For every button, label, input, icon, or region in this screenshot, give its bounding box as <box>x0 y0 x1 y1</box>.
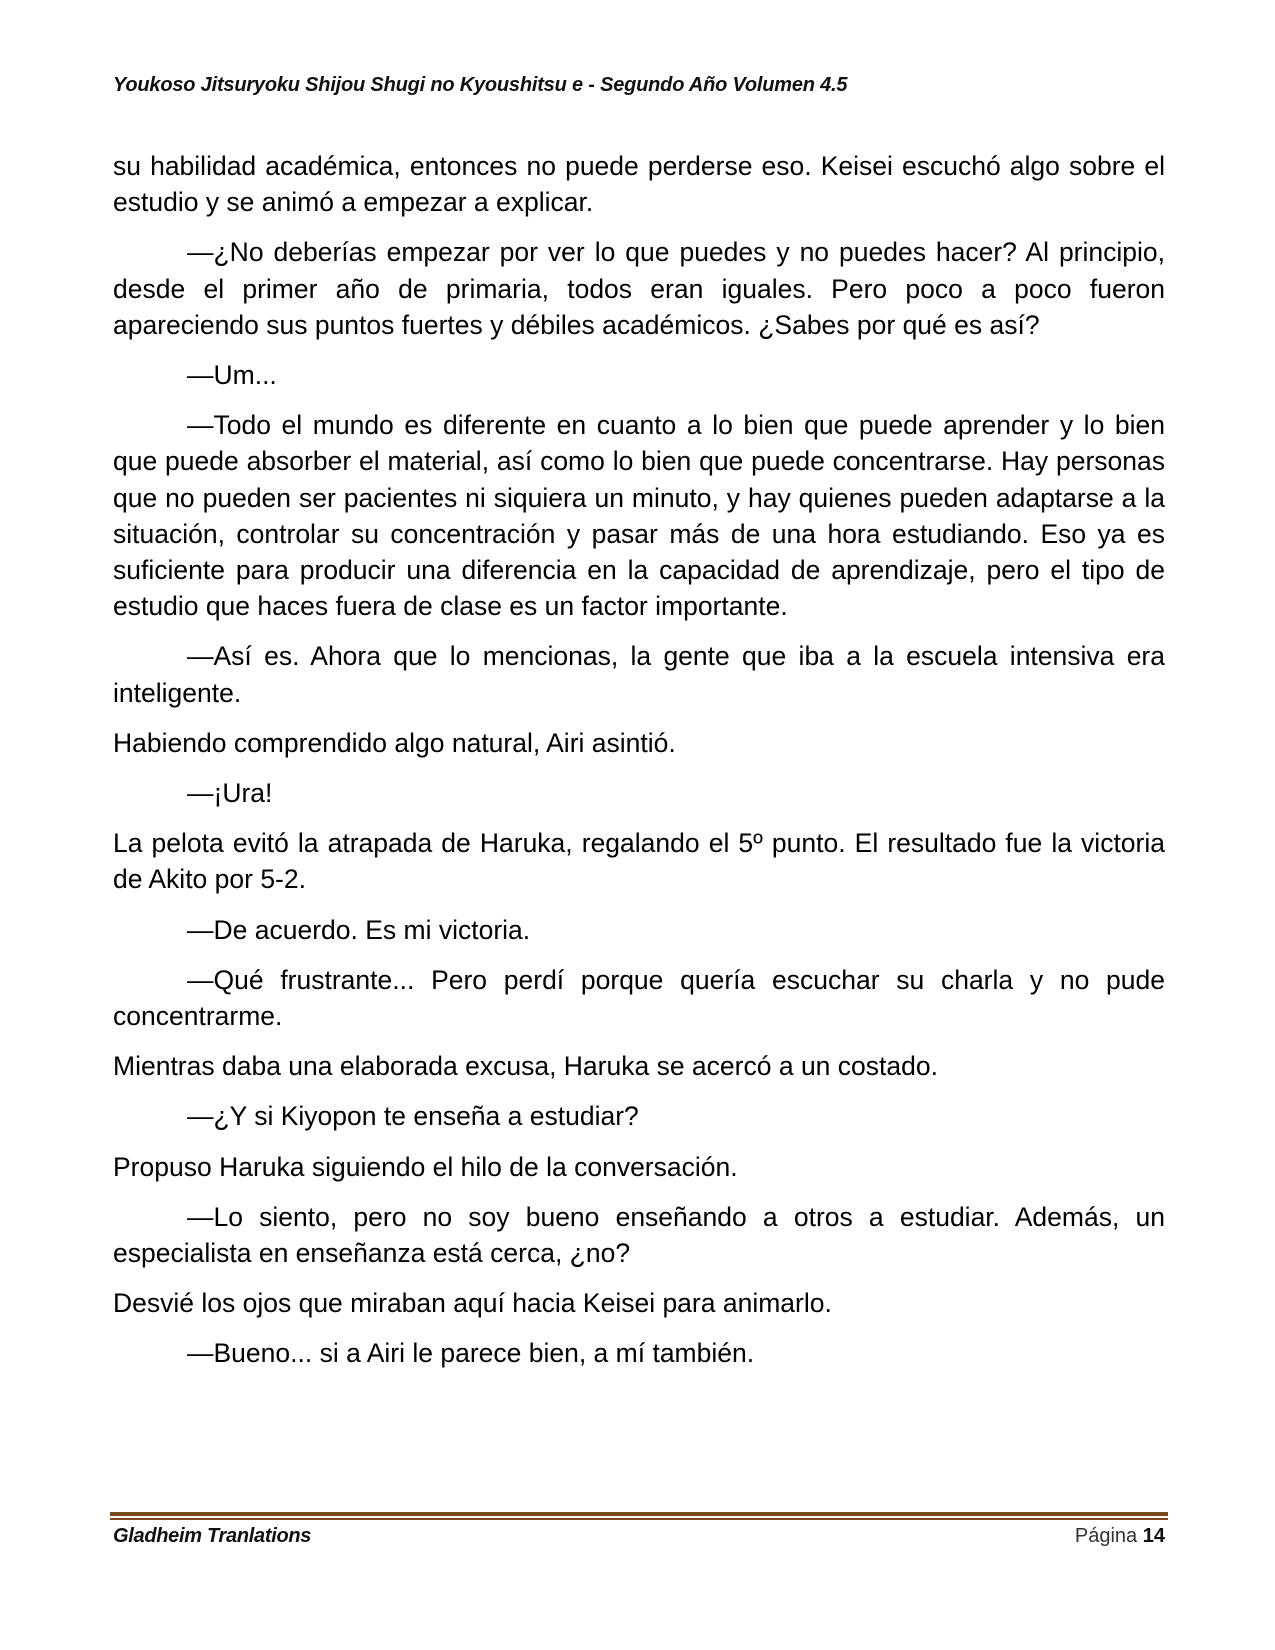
footer-divider-thick <box>110 1512 1168 1516</box>
dialogue-paragraph: —Así es. Ahora que lo mencionas, la gente que iba a la escuela intensiva era inteligente. <box>113 641 1165 708</box>
dialogue-paragraph: —¿Y si Kiyopon te enseña a estudiar? <box>187 1101 639 1132</box>
paragraph: Desvié los ojos que miraban aquí hacia Keisei para animarlo. <box>113 1288 832 1319</box>
dialogue-paragraph: —Bueno... si a Airi le parece bien, a mí también. <box>187 1338 755 1369</box>
paragraph: Mientras daba una elaborada excusa, Haruka se acercó a un costado. <box>113 1051 938 1082</box>
dialogue-paragraph: —¿No deberías empezar por ver lo que puedes y no puedes hacer? Al principio, desde el primer año de primaria, todos eran iguales. Pero poco a poco fueron apareciendo sus puntos fuertes y débiles académicos. ¿Sabes por qué es así? <box>113 237 1165 340</box>
footer-divider <box>110 1512 1168 1521</box>
footer-credit: Gladheim Tranlations <box>113 1525 312 1547</box>
page-label: Página <box>1074 1525 1138 1547</box>
page-number-block <box>1075 1525 1165 1548</box>
paragraph: su habilidad académica, entonces no puede perderse eso. Keisei escuchó algo sobre el estudio y se animó a empezar a explicar. <box>113 151 1165 218</box>
document-body <box>113 148 1165 1386</box>
dialogue-paragraph: —Qué frustrante... Pero perdí porque quería escuchar su charla y no pude concentrarme. <box>113 964 1165 1032</box>
dialogue-paragraph: —¡Ura! <box>187 778 273 809</box>
paragraph: Habiendo comprendido algo natural, Airi asintió. <box>113 727 676 758</box>
page-number: 14 <box>1142 1525 1165 1547</box>
dialogue-paragraph: —Todo el mundo es diferente en cuanto a lo bien que puede aprender y lo bien que puede absorber el material, así como lo bien que puede concentrarse. Hay personas que no pueden ser pacientes ni siquiera un minuto, y hay quienes pueden adaptarse a la situación, controlar su concentración y pasar más de una hora estudiando. Eso ya es suficiente para producir una diferencia en la capacidad de aprendizaje, pero el tipo de estudio que haces fuera de clase es un factor importante. <box>113 410 1165 622</box>
footer-divider-thin <box>110 1518 1168 1520</box>
dialogue-paragraph: —De acuerdo. Es mi victoria. <box>187 914 531 945</box>
document-header <box>113 74 847 97</box>
paragraph: La pelota evitó la atrapada de Haruka, regalando el 5º punto. El resultado fue la victoria de Akito por 5-2. <box>113 828 1165 895</box>
dialogue-paragraph: —Um... <box>187 360 277 391</box>
header-title: Youkoso Jitsuryoku Shijou Shugi no Kyoushitsu e - Segundo Año Volumen 4.5 <box>113 74 848 96</box>
dialogue-paragraph: —Lo siento, pero no soy bueno enseñando a otros a estudiar. Además, un especialista en enseñanza está cerca, ¿no? <box>113 1201 1165 1269</box>
paragraph: Propuso Haruka siguiendo el hilo de la conversación. <box>113 1151 738 1182</box>
